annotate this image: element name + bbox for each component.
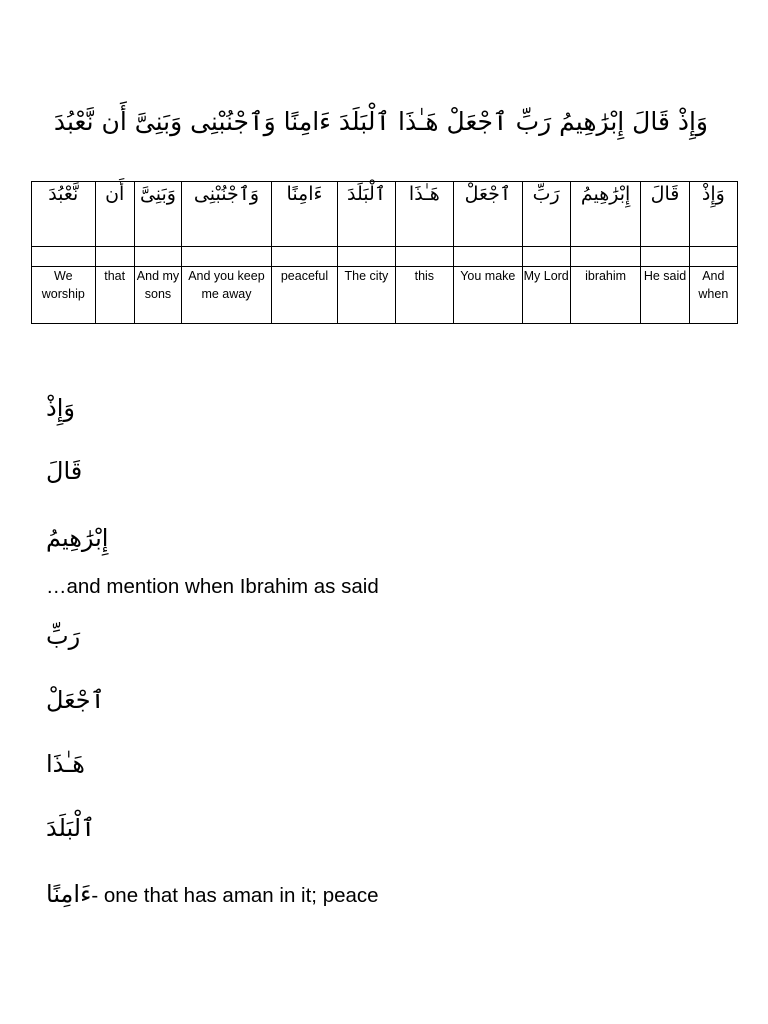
empty-cell (395, 247, 453, 267)
empty-cell (32, 247, 96, 267)
empty-cell (641, 247, 689, 267)
empty-cell (454, 247, 522, 267)
translation-cell: that (95, 267, 134, 324)
vocab-note: - one that has aman in it; peace (91, 884, 379, 907)
empty-cell (95, 247, 134, 267)
translation-cell: The city (338, 267, 395, 324)
arabic-word-cell: ٱلْبَلَدَ (338, 182, 395, 247)
translation-cell: ibrahim (570, 267, 640, 324)
arabic-word-cell: ٱجْعَلْ (454, 182, 522, 247)
translation-cell: this (395, 267, 453, 324)
english-row (32, 267, 738, 324)
arabic-word-cell: إِبْرَٰهِيمُ (570, 182, 640, 247)
arabic-word-cell: وَبَنِىَّ (134, 182, 181, 247)
vocab-word: هَـٰذَا (46, 750, 85, 778)
translation-cell: We worship (32, 267, 96, 324)
vocab-word: ءَامِنًا (46, 880, 92, 908)
arabic-word-cell: نَّعْبُدَ (32, 182, 96, 247)
word-table (31, 181, 738, 324)
translation-cell: My Lord (522, 267, 570, 324)
empty-cell (271, 247, 337, 267)
arabic-word-cell: أَن (95, 182, 134, 247)
vocab-note: …and mention when Ibrahim as said (46, 575, 379, 598)
empty-cell (570, 247, 640, 267)
vocab-word: ٱجْعَلْ (46, 686, 105, 714)
empty-cell (522, 247, 570, 267)
verse-heading: وَإِذْ قَالَ إِبْرَٰهِيمُ رَبِّ ٱجْعَلْ هَـٰذَا ٱلْبَلَدَ ءَامِنًا وَٱجْنُبْنِى وَبَنِىَّ أَن نَّعْبُدَ (53, 107, 708, 136)
translation-cell: And you keep me away (182, 267, 272, 324)
translation-cell: You make (454, 267, 522, 324)
arabic-word-cell: وَٱجْنُبْنِى (182, 182, 272, 247)
empty-cell (182, 247, 272, 267)
vocab-entry (46, 878, 379, 912)
vocab-word: إِبْرَٰهِيمُ (46, 524, 109, 552)
arabic-word-cell: رَبِّ (522, 182, 570, 247)
vocab-word: ٱلْبَلَدَ (46, 814, 96, 842)
arabic-word-cell: قَالَ (641, 182, 689, 247)
empty-cell (338, 247, 395, 267)
translation-cell: And my sons (134, 267, 181, 324)
arabic-row (32, 182, 738, 247)
translation-cell: peaceful (271, 267, 337, 324)
arabic-word-cell: ءَامِنًا (271, 182, 337, 247)
empty-cell (689, 247, 737, 267)
empty-cell (134, 247, 181, 267)
translation-cell: He said (641, 267, 689, 324)
spacer-row (32, 247, 738, 267)
vocab-word: رَبِّ (46, 622, 81, 650)
vocab-word: قَالَ (46, 457, 83, 485)
vocab-word: وَإِذْ (46, 394, 75, 422)
arabic-word-cell: وَإِذْ (689, 182, 737, 247)
arabic-word-cell: هَـٰذَا (395, 182, 453, 247)
translation-cell: And when (689, 267, 737, 324)
